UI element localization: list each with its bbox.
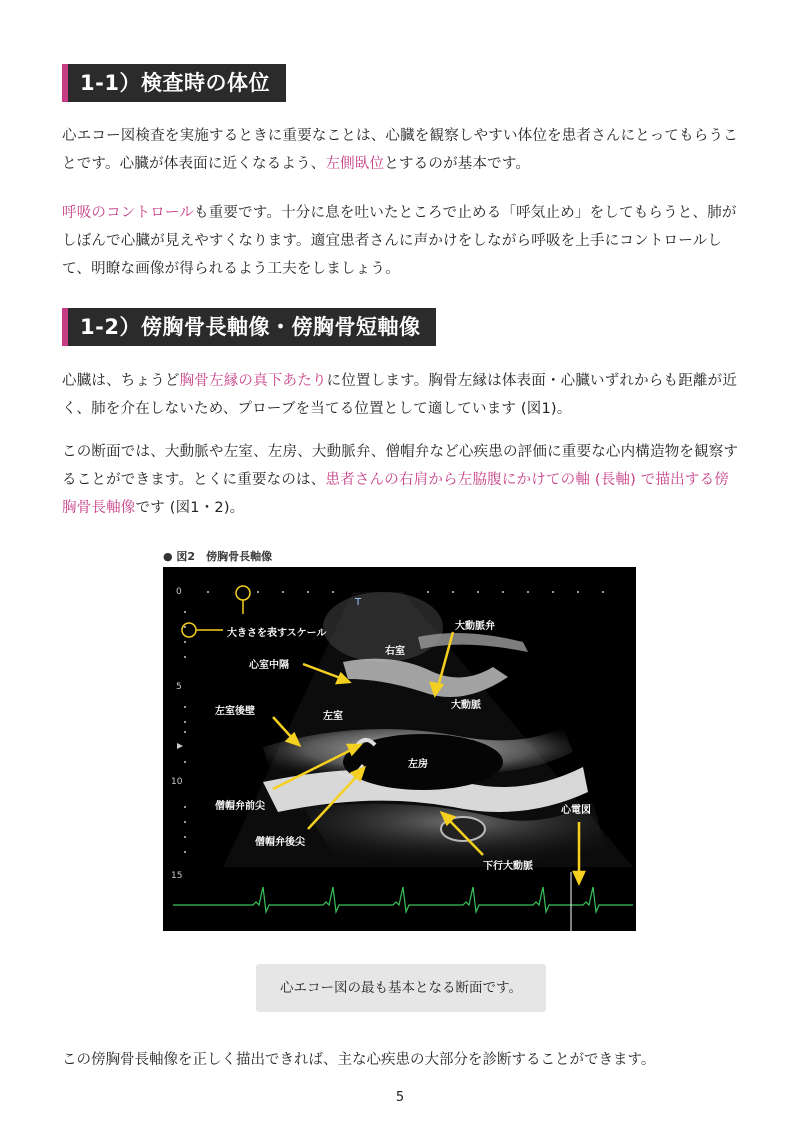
- label-descending-aorta: 下行大動脈: [483, 861, 533, 872]
- scale-tick-0: 0: [176, 587, 182, 597]
- paragraph-position: [62, 367, 742, 423]
- figure-label: ● 図2 傍胸骨長軸像: [163, 550, 273, 563]
- label-left-atrium: 左房: [408, 759, 428, 770]
- highlight-breathing-control: 呼吸のコントロール: [62, 205, 195, 221]
- text-segment: 心エコー図検査を実施するときに重要なことは、心臓を観察しやすい体位を患者さんにとってもらうことです。心臓が体表面に近くなるよう、: [62, 128, 738, 172]
- label-ecg: 心電図: [561, 805, 591, 816]
- paragraph-breathing: [62, 199, 742, 283]
- text-segment: です (図1・2)。: [135, 500, 245, 516]
- highlight-left-lateral: 左側臥位: [325, 156, 385, 172]
- section-heading-1: 1-1）検査時の体位: [62, 64, 286, 102]
- label-aorta: 大動脈: [451, 700, 481, 711]
- echo-graphic: [163, 567, 636, 931]
- label-aortic-valve: 大動脈弁: [455, 621, 495, 632]
- text-segment: 心臓は、ちょうど: [62, 373, 180, 389]
- svg-text:T: T: [355, 597, 362, 608]
- closing-sentence: この傍胸骨長軸像を正しく描出できれば、主な心疾患の大部分を診断することができます。: [62, 1052, 656, 1068]
- text-segment: も重要です。十分に息を吐いたところで止める「呼気止め」をしてもらうと、肺がしぼんで心臓が見えやすくなります。適宜患者さんに声かけをしながら呼吸を上手にコントロールして、明瞭な画像が得られるよう工夫をしましょう。: [62, 205, 737, 277]
- text-segment: とするのが基本です。: [384, 156, 531, 172]
- text-segment: に位置します。胸骨左縁は体表面・心臓いずれからも距離が近く、肺を介在しないため、プローブを当てる位置として適しています (図1)。: [62, 373, 738, 417]
- scale-tick-10: 10: [171, 777, 183, 787]
- label-anterior-mitral-leaflet: 僧帽弁前尖: [215, 801, 265, 812]
- label-lv-posterior-wall: 左室後壁: [215, 706, 255, 717]
- figure-caption: 心エコー図の最も基本となる断面です。: [256, 964, 546, 1012]
- label-scale: 大きさを表すスケール: [227, 628, 327, 639]
- highlight-long-axis: 患者さんの右肩から左脇腹にかけての軸 (長軸) で描出する傍胸骨長軸像: [62, 472, 729, 516]
- page-number: 5: [395, 1090, 405, 1105]
- paragraph-long-axis: [62, 438, 742, 522]
- label-posterior-mitral-leaflet: 僧帽弁後尖: [255, 837, 305, 848]
- label-right-ventricle: 右室: [385, 646, 405, 657]
- label-left-ventricle: 左室: [323, 711, 343, 722]
- echocardiogram-image: [163, 567, 636, 931]
- text-segment: この断面では、大動脈や左室、左房、大動脈弁、僧帽弁など心疾患の評価に重要な心内構造物を観察することができます。とくに重要なのは、: [62, 444, 739, 488]
- section-heading-2: 1-2）傍胸骨長軸像・傍胸骨短軸像: [62, 308, 436, 346]
- paragraph-posture: [62, 122, 742, 178]
- label-septum: 心室中隔: [249, 660, 289, 671]
- scale-tick-15: 15: [171, 871, 183, 881]
- scale-tick-5: 5: [176, 682, 182, 692]
- highlight-sternal-border: 胸骨左縁の真下あたり: [179, 373, 327, 389]
